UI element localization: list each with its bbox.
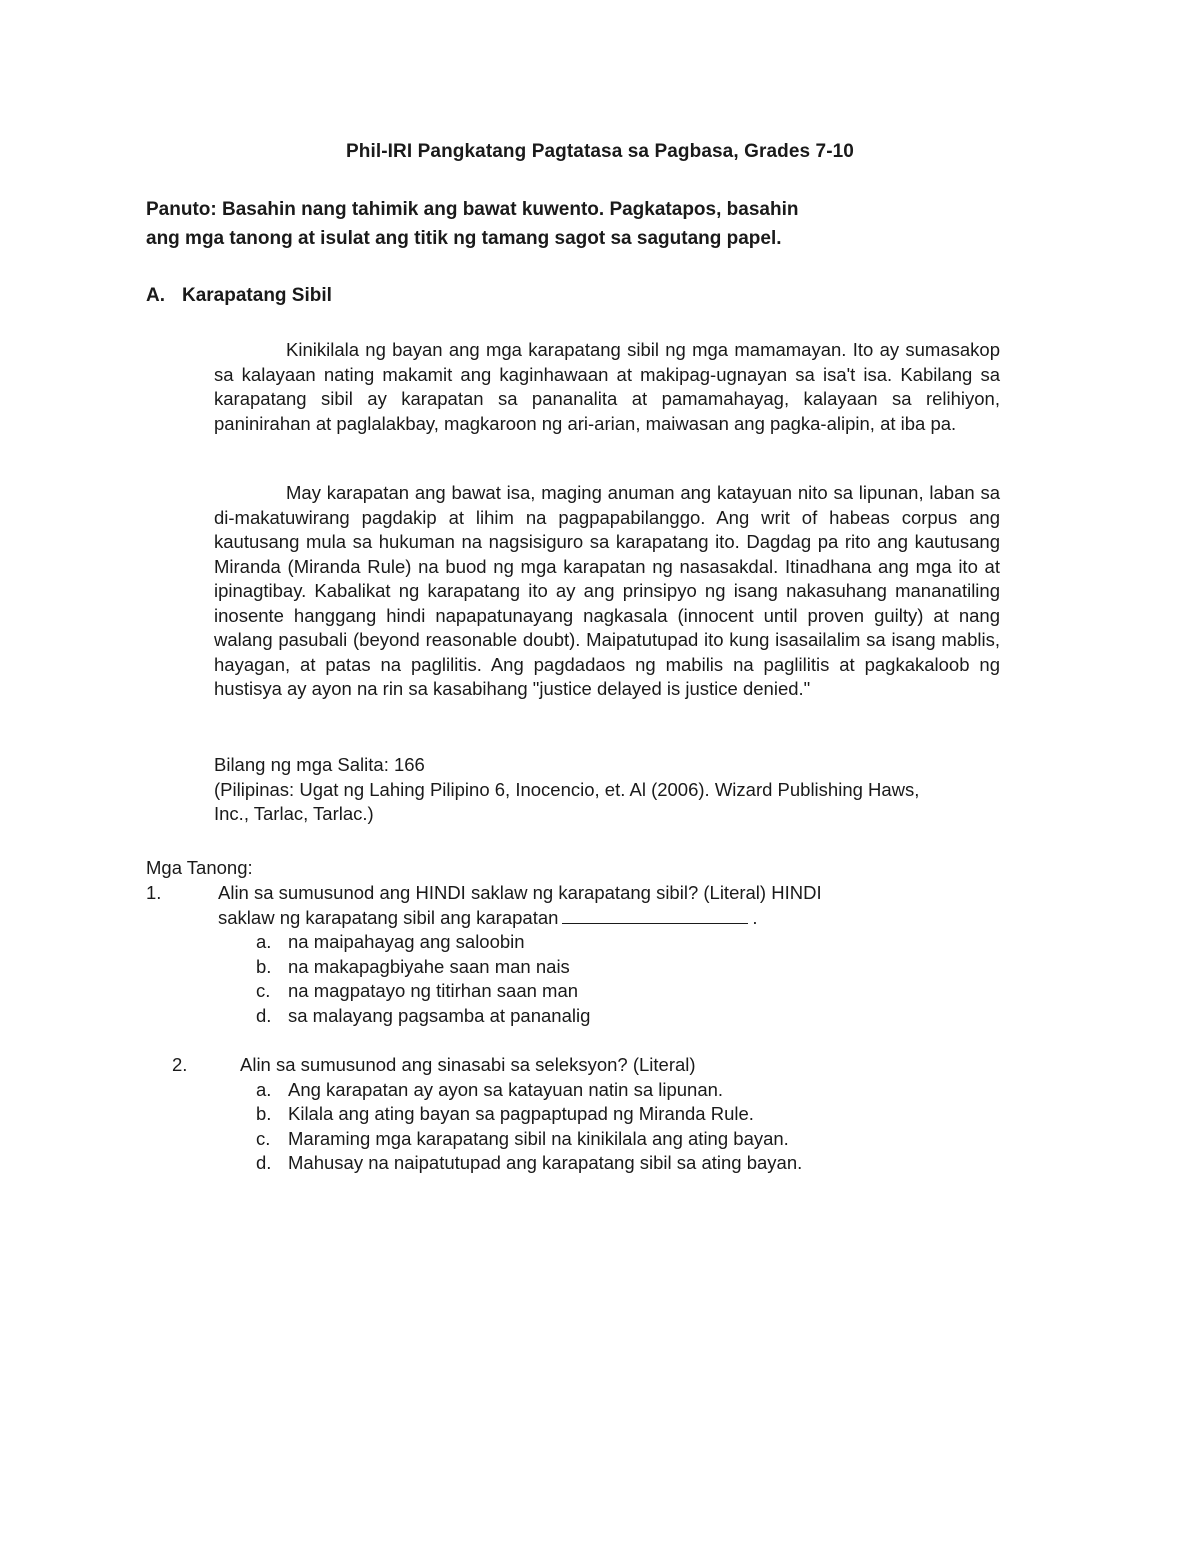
instructions bbox=[146, 195, 906, 253]
choice-a bbox=[172, 1078, 972, 1103]
choice-text: sa malayang pagsamba at pananalig bbox=[288, 1004, 591, 1026]
choice-letter: d. bbox=[256, 1004, 272, 1026]
choice-c bbox=[146, 979, 946, 1004]
question-text: Alin sa sumusunod ang HINDI saklaw ng karapatang sibil? (Literal) HINDI bbox=[218, 882, 822, 903]
passage-paragraph-1 bbox=[214, 338, 1000, 436]
questions-label: Mga Tanong: bbox=[146, 857, 253, 878]
question-text-end: . bbox=[752, 906, 758, 928]
choice-letter: d. bbox=[256, 1152, 272, 1173]
question-text: Alin sa sumusunod ang sinasabi sa seleksyon? (Literal) bbox=[240, 1054, 696, 1075]
choice-b bbox=[146, 955, 946, 980]
choice-text: Ang karapatan ay ayon sa katayuan natin sa lipunan. bbox=[288, 1078, 724, 1100]
question-1 bbox=[146, 881, 946, 1028]
section-letter: A. bbox=[146, 285, 165, 306]
source-line-2: Inc., Tarlac, Tarlac.) bbox=[214, 803, 374, 824]
section-title: Karapatang Sibil bbox=[182, 285, 332, 306]
choice-text: Kilala ang ating bayan sa pagpaptupad ng Miranda Rule. bbox=[288, 1103, 754, 1124]
passage-paragraph-2-text: May karapatan ang bawat isa, maging anuman ang katayuan nito sa lipunan, laban sa di-makatuwirang pagdakip at lihim na pagpapabilanggo. Ang writ of habeas corpus ang kautusang mula sa hukuman na nagsisiguro sa karapatang ito. Dagdag pa rito ang kautusang Miranda (Miranda Rule) na buod ng mga karapatan ng nasasakdal. Itinadhana ang mga ito at ipinagtibay. Kabalikat ng karapatang ito ay ang prinsipyo ng isang nakasuhang mananatiling inosente hanggang hindi napapatunayang nagkasala (innocent until proven guilty) at nang walang pasubali (beyond reasonable doubt). Maipatutupad ito kung isasailalim sa isang mablis, hayagan, at patas na paglilitis. Ang pagdadaos ng mabilis na paglilitis at pagkakaloob ng hustisya ay ayon na rin sa kasabihang "justice delayed is justice denied." bbox=[214, 482, 1000, 699]
choice-a bbox=[146, 930, 946, 955]
question-text-cont: saklaw ng karapatang sibil ang karapatan bbox=[218, 906, 559, 928]
choice-c bbox=[172, 1127, 972, 1152]
choice-letter: a. bbox=[256, 931, 272, 952]
source-line-1: (Pilipinas: Ugat ng Lahing Pilipino 6, Inocencio, et. Al (2006). Wizard Publishing Haws, bbox=[214, 778, 920, 800]
choice-letter: a. bbox=[256, 1078, 272, 1100]
choice-text: na makapagbiyahe saan man nais bbox=[288, 955, 570, 977]
question-text-continued bbox=[218, 906, 758, 931]
question-2 bbox=[172, 1053, 972, 1176]
choice-d bbox=[172, 1151, 972, 1176]
answer-blank bbox=[562, 907, 748, 924]
section-heading bbox=[146, 285, 332, 307]
word-count: Bilang ng mga Salita: 166 bbox=[214, 754, 425, 775]
document-title: Phil-IRI Pangkatang Pagtatasa sa Pagbasa, Grades 7-10 bbox=[346, 141, 854, 162]
passage-paragraph-2 bbox=[214, 481, 1000, 702]
passage-meta bbox=[214, 753, 1004, 827]
choice-letter: b. bbox=[256, 955, 272, 977]
choice-text: Mahusay na naipatutupad ang karapatang sibil sa ating bayan. bbox=[288, 1152, 803, 1173]
question-number: 1. bbox=[146, 882, 162, 903]
instructions-line-2: ang mga tanong at isulat ang titik ng tamang sagot sa sagutang papel. bbox=[146, 228, 782, 249]
choice-text: Maraming mga karapatang sibil na kinikilala ang ating bayan. bbox=[288, 1127, 789, 1149]
choice-letter: c. bbox=[256, 980, 271, 1001]
choice-b bbox=[172, 1102, 972, 1127]
choice-list bbox=[146, 930, 946, 1028]
choice-list bbox=[172, 1078, 972, 1176]
choice-text: na magpatayo ng titirhan saan man bbox=[288, 980, 579, 1001]
choice-letter: b. bbox=[256, 1103, 272, 1124]
choice-letter: c. bbox=[256, 1127, 271, 1149]
passage-paragraph-1-text: Kinikilala ng bayan ang mga karapatang sibil ng mga mamamayan. Ito ay sumasakop sa kalayaan nating makamit ang kaginhawaan at makipag-ugnayan sa isa't isa. Kabilang sa karapatang sibil ay karapatan sa pananalita at pamamahayag, kalayaan sa relihiyon, paninirahan at paglalakbay, magkaroon ng ari-arian, maiwasan ang pagka-alipin, at iba pa. bbox=[214, 339, 1000, 434]
instructions-line-1: Panuto: Basahin nang tahimik ang bawat kuwento. Pagkatapos, basahin bbox=[146, 199, 799, 220]
question-number: 2. bbox=[172, 1054, 188, 1075]
choice-text: na maipahayag ang saloobin bbox=[288, 931, 525, 952]
choice-d bbox=[146, 1004, 946, 1029]
